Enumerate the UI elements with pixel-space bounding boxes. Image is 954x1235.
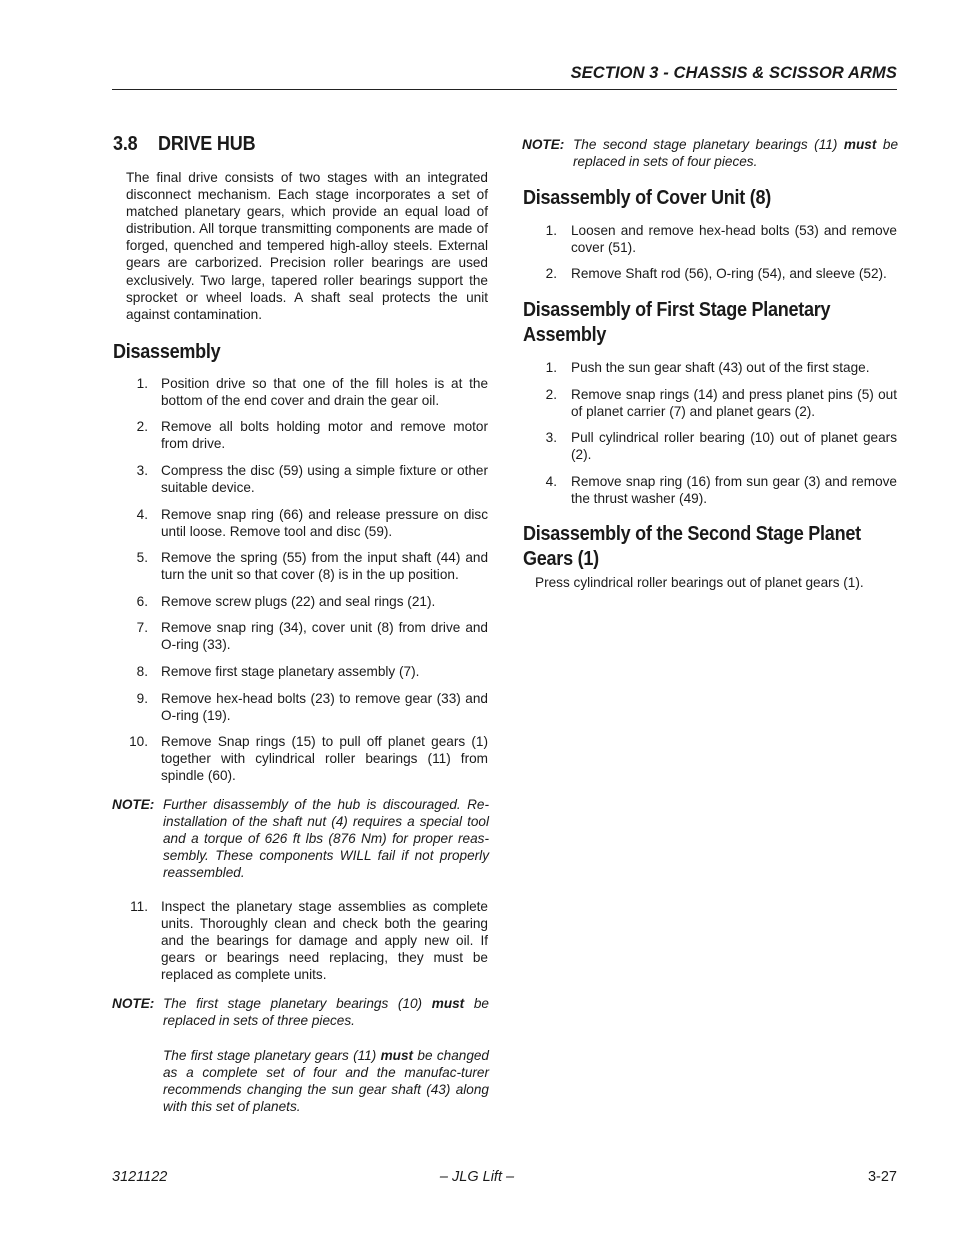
step-text: Remove hex-head bolts (23) to remove gear (33) and O-ring (19).	[161, 691, 488, 724]
second-stage-text: Press cylindrical roller bearings out of planet gears (1).	[535, 575, 864, 590]
step-number: 5.	[136, 550, 148, 565]
step-text: Remove Snap rings (15) to pull off planet gears (1) together with cylindrical roller bearings (11) from spindle (60).	[161, 734, 488, 784]
step-text: Remove snap rings (14) and press planet pins (5) out of planet carrier (7) and planet gears (2).	[571, 387, 897, 420]
step-text: Position drive so that one of the fill holes is at the bottom of the end cover and drain the gear oil.	[161, 376, 488, 409]
step-number: 3.	[545, 430, 557, 445]
step-number: 3.	[136, 463, 148, 478]
drive-hub-heading	[113, 133, 255, 156]
heading-line: Disassembly of First Stage Planetary	[523, 298, 831, 321]
step-text: Compress the disc (59) using a simple fixture or other suitable device.	[161, 463, 488, 496]
step-number: 11.	[130, 899, 148, 914]
heading-line: Assembly	[523, 323, 607, 346]
step-text: Pull cylindrical roller bearing (10) out of planet gears (2).	[571, 430, 897, 463]
section-number: 3.8	[113, 133, 138, 155]
step-text: Inspect the planetary stage assemblies as complete units. Thoroughly clean and check both the gearing and the bearings for damage and apply new oil. If gears or bearings need replacing, they must be replaced as complete units.	[161, 899, 488, 983]
disassembly-heading: Disassembly	[113, 340, 221, 363]
second-stage-heading	[523, 521, 861, 571]
heading-line: Disassembly of the Second Stage Planet	[523, 522, 861, 545]
step-text: Remove first stage planetary assembly (7).	[161, 664, 420, 679]
note-label: NOTE:	[112, 797, 155, 812]
step-number: 9.	[136, 691, 148, 706]
drive-hub-intro: The final drive consists of two stages with an integrated disconnect mechanism. Each stage incorporates a set of matched planetary gears, which provide an equal load of distribution. All torque transmitting components are made of forged, quenched and tempered high-alloy steels. External gears are carborized. Precision roller bearings are used exclusively. Two large, tapered roller bearings support the sprocket or wheel loads. A shaft seal protects the unit against contamination.	[126, 170, 488, 322]
step-number: 1.	[545, 223, 557, 238]
cover-unit-heading: Disassembly of Cover Unit (8)	[523, 186, 771, 209]
footer-page-number: 3-27	[867, 1169, 897, 1185]
step-text: Remove snap ring (34), cover unit (8) from drive and O-ring (33).	[161, 620, 488, 653]
step-text: Remove screw plugs (22) and seal rings (21).	[161, 594, 436, 609]
footer-doc-number: 3121122	[112, 1169, 168, 1185]
step-text: Remove all bolts holding motor and remove motor from drive.	[161, 419, 488, 452]
heading-line: Gears (1)	[523, 547, 599, 570]
section-title: DRIVE HUB	[158, 133, 256, 155]
step-text: Remove snap ring (66) and release pressure on disc until loose. Remove tool and disc (59).	[161, 507, 488, 540]
step-text: Loosen and remove hex-head bolts (53) and remove cover (51).	[571, 223, 897, 256]
note-text: Further disassembly of the hub is discouraged. Re-installation of the shaft nut (4) requires a special tool and a torque of 626 ft lbs (876 Nm) for proper reas-sembly. These components WILL fail if not properly reassembled.	[163, 797, 489, 881]
step-number: 4.	[136, 507, 148, 522]
step-number: 4.	[545, 474, 557, 489]
step-number: 1.	[545, 360, 557, 375]
step-number: 7.	[136, 620, 148, 635]
step-number: 10.	[129, 734, 148, 749]
step-text: Push the sun gear shaft (43) out of the first stage.	[571, 360, 870, 375]
note-text: The second stage planetary bearings (11) must be replaced in sets of four pieces.	[573, 137, 898, 170]
first-stage-heading	[523, 297, 830, 347]
footer-center-text: – JLG Lift –	[439, 1169, 515, 1185]
note-text: The first stage planetary bearings (10) must be replaced in sets of three pieces.	[163, 996, 489, 1029]
section-header-title: SECTION 3 - CHASSIS & SCISSOR ARMS	[570, 64, 897, 82]
step-number: 2.	[136, 419, 148, 434]
step-text: Remove snap ring (16) from sun gear (3) and remove the thrust washer (49).	[571, 474, 897, 507]
note-text: The first stage planetary gears (11) must be changed as a complete set of four and the manufac-turer recommends changing the sun gear shaft (43) along with this set of planets.	[163, 1048, 489, 1115]
note-label: NOTE:	[112, 996, 155, 1011]
step-number: 2.	[545, 266, 557, 281]
step-number: 8.	[136, 664, 148, 679]
step-text: Remove the spring (55) from the input shaft (44) and turn the unit so that cover (8) is in the up position.	[161, 550, 488, 583]
header-divider	[112, 89, 897, 90]
note-label: NOTE:	[522, 137, 565, 152]
step-text: Remove Shaft rod (56), O-ring (54), and sleeve (52).	[571, 266, 887, 281]
step-number: 2.	[545, 387, 557, 402]
step-number: 6.	[136, 594, 148, 609]
step-number: 1.	[136, 376, 148, 391]
